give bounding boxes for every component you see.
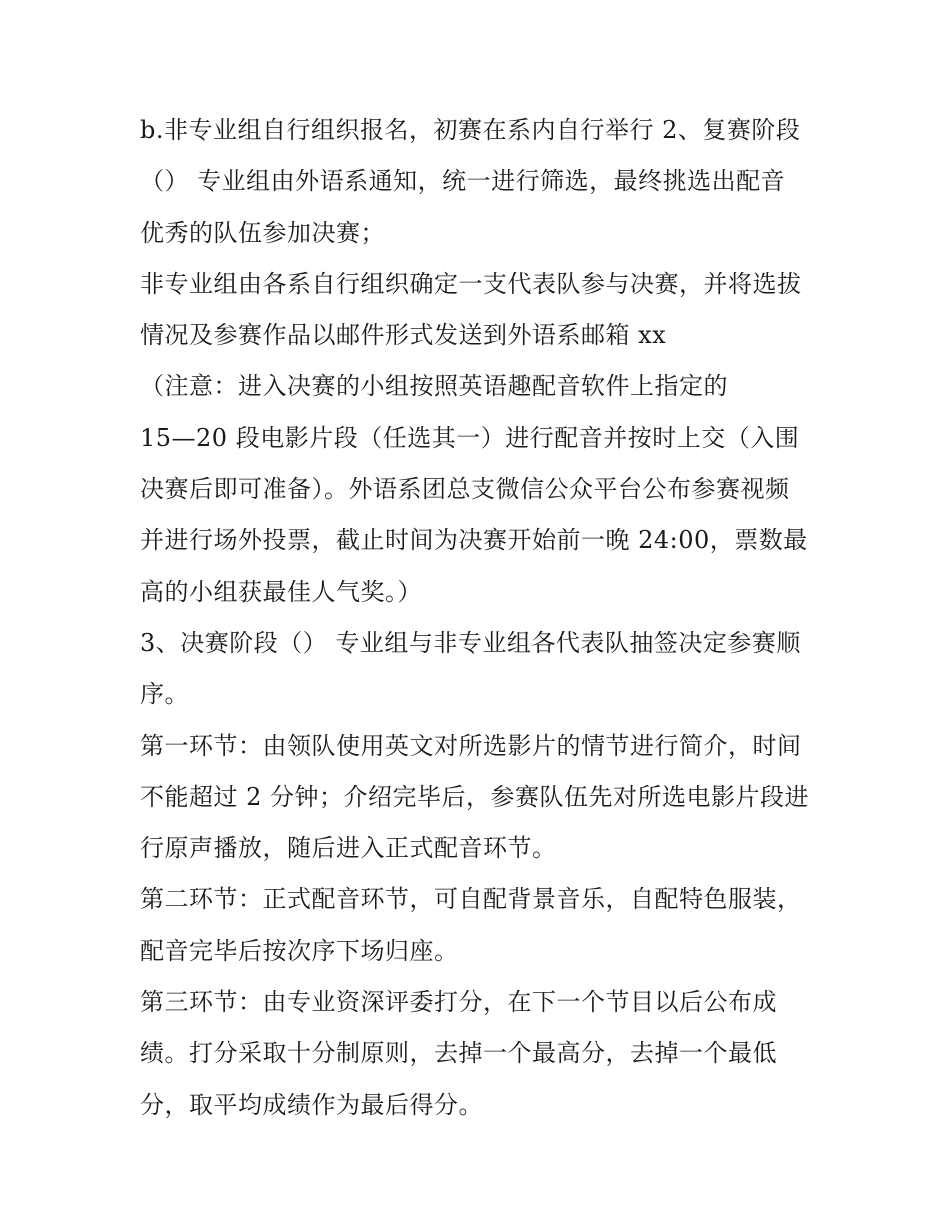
text-line: b.非专业组自行组织报名，初赛在系内自行举行 2、复赛阶段 (140, 116, 801, 144)
text-line: 第二环节：正式配音环节，可自配背景音乐，自配特色服装， (140, 885, 802, 914)
text-line: 非专业组由各系自行组织确定一支代表队参与决赛，并将选拔 (140, 269, 802, 298)
text-line: 第三环节：由专业资深评委打分，在下一个节目以后公布成 (140, 988, 777, 1017)
text-line: 并进行场外投票，截止时间为决赛开始前一晚 24:00，票数最 (140, 526, 808, 555)
text-line: 15—20 段电影片段（任选其一）进行配音并按时上交（入围 (140, 423, 800, 452)
text-line: 配音完毕后按次序下场归座。 (140, 936, 459, 965)
text-line: 3、决赛阶段（） 专业组与非专业组各代表队抽签决定参赛顺 (140, 628, 801, 657)
text-line: 不能超过 2 分钟；介绍完毕后，参赛队伍先对所选电影片段进 (140, 782, 810, 811)
text-line: 绩。打分采取十分制原则，去掉一个最高分，去掉一个最低 (140, 1039, 777, 1068)
text-line: 高的小组获最佳人气奖。） (140, 577, 422, 606)
text-line: 序。 (140, 680, 189, 709)
text-line: 情况及参赛作品以邮件形式发送到外语系邮箱 xx (140, 321, 667, 350)
text-line: （） 专业组由外语系通知，统一进行筛选，最终挑选出配音 (140, 167, 786, 196)
text-line: 行原声播放，随后进入正式配音环节。 (140, 834, 557, 863)
text-line: 优秀的队伍参加决赛； (140, 218, 385, 247)
text-line: 决赛后即可准备）。外语系团总支微信公众平台公布参赛视频 (140, 475, 790, 504)
text-line: （注意：进入决赛的小组按照英语趣配音软件上指定的 (140, 372, 728, 401)
document-body (140, 108, 820, 1134)
text-line: 第一环节：由领队使用英文对所选影片的情节进行简介，时间 (140, 731, 802, 760)
text-line: 分，取平均成绩作为最后得分。 (140, 1090, 483, 1119)
